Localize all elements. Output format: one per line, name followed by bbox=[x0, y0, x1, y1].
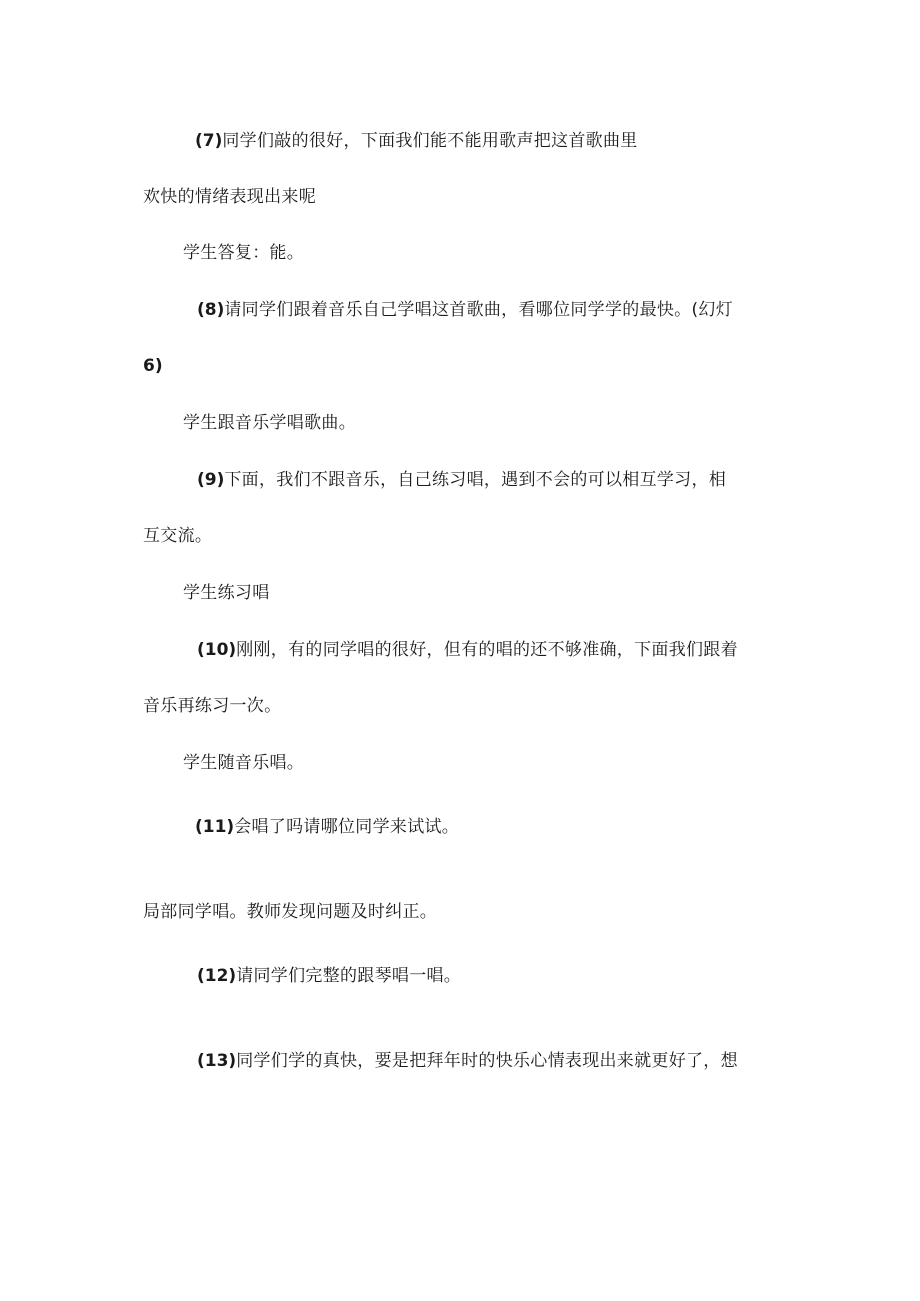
item-number: 6) bbox=[143, 356, 163, 376]
paragraph-13 bbox=[197, 1049, 738, 1073]
paragraph-9-continued bbox=[143, 524, 212, 548]
paragraph-text: 刚刚，有的同学唱的很好，但有的唱的还不够准确，下面我们跟着 bbox=[236, 640, 738, 660]
paragraph-10 bbox=[197, 638, 738, 662]
paragraph-text: 请同学们完整的跟琴唱一唱。 bbox=[236, 966, 462, 986]
paragraph-text: 同学们敲的很好，下面我们能不能用歌声把这首歌曲里 bbox=[222, 131, 638, 151]
item-number: (11) bbox=[195, 817, 235, 837]
paragraph-12 bbox=[197, 964, 461, 988]
paragraph-text: 下面，我们不跟音乐，自己练习唱，遇到不会的可以相互学习，相 bbox=[224, 470, 727, 490]
item-number: (12) bbox=[197, 966, 237, 986]
partial-students-sing bbox=[143, 900, 437, 924]
paragraph-text: 同学们学的真快，要是把拜年时的快乐心情表现出来就更好了，想 bbox=[236, 1051, 738, 1071]
student-reply bbox=[183, 241, 304, 265]
paragraph-8-continued bbox=[143, 354, 163, 378]
paragraph-11 bbox=[195, 815, 459, 839]
student-sing-along bbox=[183, 751, 304, 775]
paragraph-text: 互交流。 bbox=[143, 526, 213, 546]
paragraph-text: 请同学们跟着音乐自己学唱这首歌曲，看哪位同学学的最快。(幻灯 bbox=[224, 300, 734, 320]
paragraph-8 bbox=[197, 298, 733, 322]
item-number: (10) bbox=[197, 640, 237, 660]
paragraph-text: 学生随音乐唱。 bbox=[183, 753, 305, 773]
paragraph-text: 局部同学唱。教师发现问题及时纠正。 bbox=[143, 902, 438, 922]
paragraph-text: 会唱了吗请哪位同学来试试。 bbox=[234, 817, 460, 837]
item-number: (13) bbox=[197, 1051, 237, 1071]
paragraph-text: 欢快的情绪表现出来呢 bbox=[143, 187, 316, 207]
item-number: (7) bbox=[195, 131, 223, 151]
paragraph-9 bbox=[197, 468, 726, 492]
paragraph-10-continued bbox=[143, 694, 281, 718]
paragraph-text: 学生练习唱 bbox=[183, 583, 270, 603]
item-number: (8) bbox=[197, 300, 225, 320]
student-practice bbox=[183, 581, 270, 605]
paragraph-7-continued bbox=[143, 185, 316, 209]
student-learn-song bbox=[183, 411, 356, 435]
item-number: (9) bbox=[197, 470, 225, 490]
paragraph-text: 学生跟音乐学唱歌曲。 bbox=[183, 413, 356, 433]
paragraph-text: 音乐再练习一次。 bbox=[143, 696, 282, 716]
paragraph-text: 学生答复：能。 bbox=[183, 243, 305, 263]
paragraph-7 bbox=[195, 129, 638, 153]
